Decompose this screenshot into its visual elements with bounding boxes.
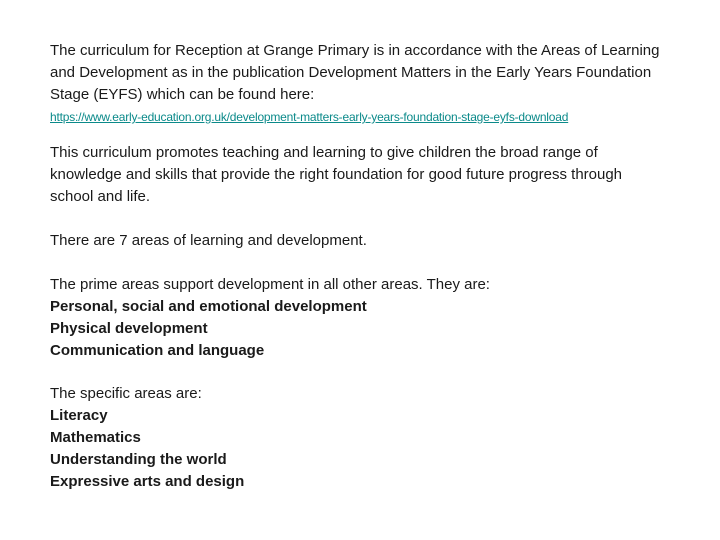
areas-count-paragraph: There are 7 areas of learning and development.: [50, 232, 367, 249]
specific-areas-section: [50, 383, 690, 493]
specific-areas-list: [50, 405, 690, 493]
specific-area-item: Literacy: [50, 407, 108, 424]
specific-area-item: Expressive arts and design: [50, 473, 245, 490]
prime-area-item: Personal, social and emotional development: [50, 298, 367, 315]
prime-areas-section: [50, 274, 690, 362]
prime-area-item: Communication and language: [50, 342, 265, 359]
prime-areas-list: [50, 296, 690, 362]
specific-area-item: Understanding the world: [50, 451, 227, 468]
prime-areas-intro: The prime areas support development in all other areas. They are:: [50, 276, 490, 293]
document-body: [50, 40, 690, 493]
specific-area-item: Mathematics: [50, 429, 141, 446]
specific-areas-intro: The specific areas are:: [50, 385, 202, 402]
prime-area-item: Physical development: [50, 320, 208, 337]
curriculum-paragraph: This curriculum promotes teaching and learning to give children the broad range of knowledge and skills that provide the right foundation for good future progress through school and life.: [50, 144, 623, 205]
intro-paragraph: The curriculum for Reception at Grange Primary is in accordance with the Areas of Learning and Development as in the publication Development Matters in the Early Years Foundation Stage (EYFS) which can be found here:: [50, 42, 660, 103]
eyfs-download-link[interactable]: https://www.early-education.org.uk/development-matters-early-years-foundation-stage-eyfs-download: [50, 110, 569, 124]
